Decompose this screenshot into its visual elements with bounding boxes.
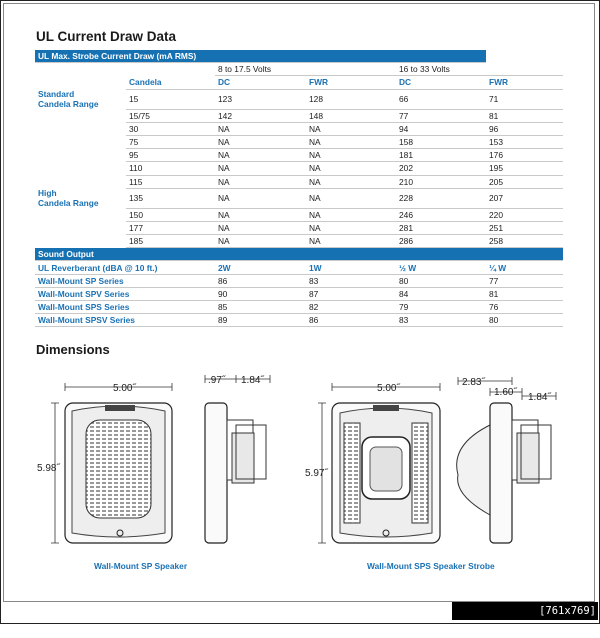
table-row <box>35 235 563 248</box>
sound-header-quarter-w: ¼ W <box>486 261 563 274</box>
sps-depth-label: 2.83˝ <box>462 377 485 388</box>
table-row <box>35 221 563 234</box>
section-label <box>35 188 126 208</box>
table-row <box>35 175 563 188</box>
sound-title: Sound Output <box>35 248 563 261</box>
sp-depth-label: .97˝ <box>208 375 226 386</box>
table-cell: 220 <box>486 208 563 221</box>
sound-series-name: Wall-Mount SPSV Series <box>35 314 215 327</box>
table-cell: 82 <box>306 301 396 314</box>
table-cell: 30 <box>126 122 215 135</box>
table-cell: 83 <box>306 274 396 287</box>
dimension-drawings <box>0 365 600 595</box>
table-cell: 80 <box>486 314 563 327</box>
table-cell: 202 <box>396 162 486 175</box>
sound-row <box>35 287 563 300</box>
col-header-candela: Candela <box>126 76 215 89</box>
table-cell: 15/75 <box>126 109 215 122</box>
sound-header-1w: 1W <box>306 261 396 274</box>
table-cell: 195 <box>486 162 563 175</box>
table-cell: 123 <box>215 89 306 109</box>
sps-strobe-front <box>318 383 440 543</box>
sound-series-name: Wall-Mount SP Series <box>35 274 215 287</box>
table-cell: 177 <box>126 221 215 234</box>
voltage-group-low: 8 to 17.5 Volts <box>215 63 396 76</box>
sp-width-label: 5.00˝ <box>113 383 136 394</box>
table-cell: 246 <box>396 208 486 221</box>
voltage-group-row <box>35 63 563 76</box>
table-cell: NA <box>306 122 396 135</box>
col-header-dc-low: DC <box>215 76 306 89</box>
table-cell: 75 <box>126 135 215 148</box>
sp-speaker-front <box>51 383 172 543</box>
caption-sp-speaker: Wall-Mount SP Speaker <box>94 561 188 571</box>
table-cell: 185 <box>126 235 215 248</box>
table-cell: NA <box>215 175 306 188</box>
table-cell: 80 <box>396 274 486 287</box>
table-row <box>35 89 563 109</box>
sound-series-name: Wall-Mount SPS Series <box>35 301 215 314</box>
sps-height-label: 5.97˝ <box>305 468 328 479</box>
table-cell: NA <box>215 221 306 234</box>
table-title-row <box>35 50 563 63</box>
sound-row <box>35 301 563 314</box>
table-cell: 110 <box>126 162 215 175</box>
table-cell: 77 <box>486 274 563 287</box>
sps-mid-label: 1.60˝ <box>494 387 517 398</box>
table-cell: 115 <box>126 175 215 188</box>
section-label-line: High <box>38 188 57 199</box>
table-cell: 228 <box>396 188 486 208</box>
table-cell: 15 <box>126 89 215 109</box>
sound-row <box>35 314 563 327</box>
sound-header-label: UL Reverberant (dBA @ 10 ft.) <box>35 261 215 274</box>
table-cell: 95 <box>126 149 215 162</box>
watermark: [761x769] http://upic.me/ <box>452 602 598 620</box>
table-row <box>35 149 563 162</box>
section-label-line: Candela Range <box>38 99 99 110</box>
page-title: UL Current Draw Data <box>36 29 177 44</box>
sound-row <box>35 274 563 287</box>
table-cell: 135 <box>126 188 215 208</box>
table-cell: NA <box>215 235 306 248</box>
table-cell: 90 <box>215 287 306 300</box>
table-cell: 79 <box>396 301 486 314</box>
table-cell: NA <box>215 149 306 162</box>
table-cell: NA <box>215 135 306 148</box>
table-cell: 66 <box>396 89 486 109</box>
table-cell: 286 <box>396 235 486 248</box>
sound-title-row <box>35 248 563 261</box>
sp-height-label: 5.98˝ <box>37 463 60 474</box>
table-cell: 77 <box>396 109 486 122</box>
voltage-group-high: 16 to 33 Volts <box>396 63 563 76</box>
table-cell: 96 <box>486 122 563 135</box>
col-header-fwr-high: FWR <box>486 76 563 89</box>
column-header-row <box>35 76 563 89</box>
table-title: UL Max. Strobe Current Draw (mA RMS) <box>35 50 486 63</box>
col-header-dc-high: DC <box>396 76 486 89</box>
table-cell: NA <box>306 221 396 234</box>
table-cell: NA <box>306 235 396 248</box>
table-cell: NA <box>306 175 396 188</box>
table-cell: 181 <box>396 149 486 162</box>
table-cell: 86 <box>215 274 306 287</box>
sps-width-label: 5.00˝ <box>377 383 400 394</box>
table-cell: 142 <box>215 109 306 122</box>
section-label <box>35 89 126 109</box>
section-label-line: Standard <box>38 89 75 100</box>
table-cell: NA <box>306 188 396 208</box>
table-cell: 76 <box>486 301 563 314</box>
table-row <box>35 162 563 175</box>
table-cell: 71 <box>486 89 563 109</box>
table-cell: 258 <box>486 235 563 248</box>
table-cell: NA <box>306 162 396 175</box>
table-cell: 176 <box>486 149 563 162</box>
section-label-line: Candela Range <box>38 198 99 209</box>
table-cell: 87 <box>306 287 396 300</box>
dimensions-title: Dimensions <box>36 342 110 357</box>
table-cell: NA <box>306 149 396 162</box>
table-cell: 89 <box>215 314 306 327</box>
table-cell: 153 <box>486 135 563 148</box>
sps-bracket-label: 1.84˝ <box>528 392 551 403</box>
table-cell: 83 <box>396 314 486 327</box>
table-cell: 158 <box>396 135 486 148</box>
sp-speaker-side <box>205 375 270 543</box>
table-cell: 86 <box>306 314 396 327</box>
caption-sps-strobe: Wall-Mount SPS Speaker Strobe <box>367 561 495 571</box>
table-row <box>35 135 563 148</box>
table-cell: NA <box>215 188 306 208</box>
sp-bracket-label: 1.84˝ <box>241 375 264 386</box>
table-cell: 81 <box>486 109 563 122</box>
col-header-fwr-low: FWR <box>306 76 396 89</box>
table-cell: NA <box>215 208 306 221</box>
table-cell: 94 <box>396 122 486 135</box>
table-cell: 210 <box>396 175 486 188</box>
sound-header-half-w: ½ W <box>396 261 486 274</box>
table-row <box>35 109 563 122</box>
table-cell: 207 <box>486 188 563 208</box>
table-cell: 150 <box>126 208 215 221</box>
table-cell: 205 <box>486 175 563 188</box>
sound-header-row <box>35 261 563 274</box>
table-cell: 84 <box>396 287 486 300</box>
table-cell: 251 <box>486 221 563 234</box>
table-row <box>35 188 563 208</box>
table-cell: NA <box>215 122 306 135</box>
table-cell: NA <box>306 135 396 148</box>
table-cell: NA <box>306 208 396 221</box>
table-cell: 281 <box>396 221 486 234</box>
table-cell: 148 <box>306 109 396 122</box>
sound-series-name: Wall-Mount SPV Series <box>35 287 215 300</box>
table-cell: 85 <box>215 301 306 314</box>
table-row <box>35 208 563 221</box>
table-cell: NA <box>215 162 306 175</box>
sound-header-2w: 2W <box>215 261 306 274</box>
table-cell: 128 <box>306 89 396 109</box>
current-draw-table <box>35 50 563 327</box>
table-cell: 81 <box>486 287 563 300</box>
table-row <box>35 122 563 135</box>
